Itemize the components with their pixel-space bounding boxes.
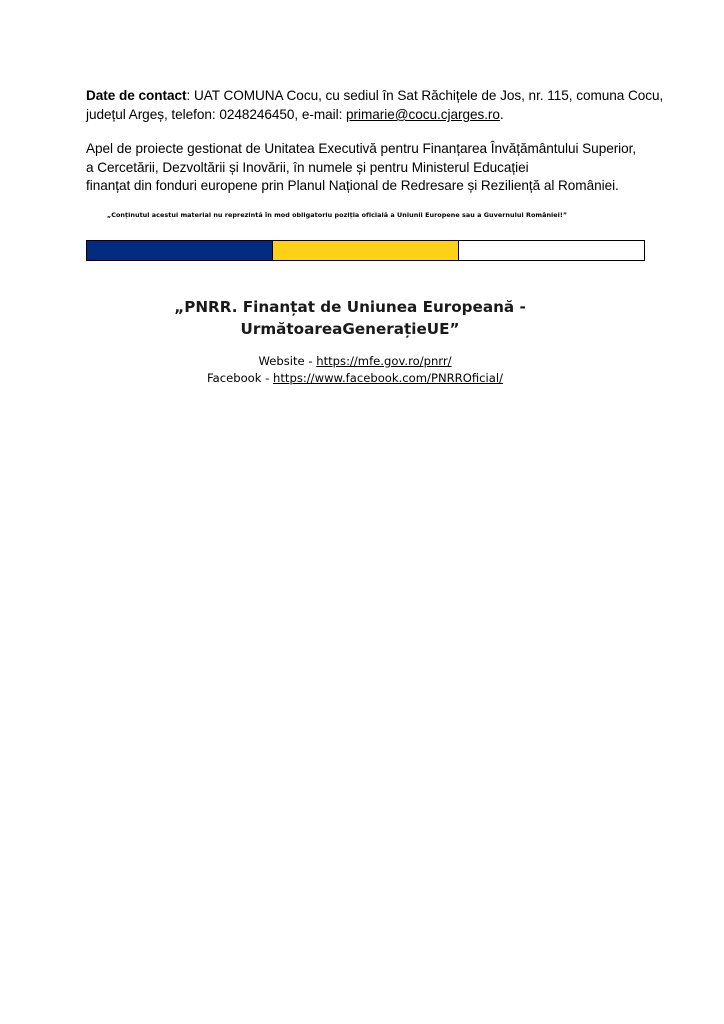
funding-line-3: finanțat din fonduri europene prin Planul Național de Redresare și Reziliență al României. — [86, 178, 619, 193]
links-block — [0, 353, 724, 387]
disclaimer-text: „Conținutul acestui material nu reprezintă în mod obligatoriu poziția oficială a Uniunii Europene sau a Guvernului României!” — [107, 211, 568, 219]
funding-line-2: a Cercetării, Dezvoltării și Inovării, în numele și pentru Ministerul Educației — [86, 159, 529, 175]
funding-paragraph — [86, 140, 696, 196]
facebook-row — [0, 370, 724, 387]
flag-segment-white — [458, 241, 644, 260]
email-link[interactable]: primarie@cocu.cjarges.ro — [346, 107, 500, 122]
facebook-label: Facebook - — [207, 371, 274, 385]
tricolor-flag-bar — [86, 240, 645, 261]
website-label: Website - — [258, 354, 317, 368]
website-link[interactable]: https://mfe.gov.ro/pnrr/ — [316, 354, 452, 368]
facebook-link[interactable]: https://www.facebook.com/PNRROficial/ — [273, 371, 503, 385]
contact-text: : UAT COMUNA Cocu, cu sediul în Sat Răchițele de Jos, nr. 115, comuna Cocu, județul Argeș, telefon: 0248246450, e-mail: — [86, 88, 664, 122]
website-row — [0, 353, 724, 370]
contact-label: Date de contact — [86, 88, 187, 103]
slogan-line-1: „PNRR. Finanțat de Uniunea Europeană - — [174, 298, 526, 316]
contact-paragraph — [86, 86, 686, 124]
funding-line-1: Apel de proiecte gestionat de Unitatea Executivă pentru Finanțarea Învățământului Superior, — [86, 141, 637, 156]
slogan-line-2: UrmătoareaGenerațieUE” — [240, 320, 460, 338]
pnrr-slogan — [0, 296, 724, 340]
contact-end: . — [499, 107, 504, 122]
flag-segment-yellow — [272, 241, 458, 260]
flag-segment-blue — [87, 241, 272, 260]
